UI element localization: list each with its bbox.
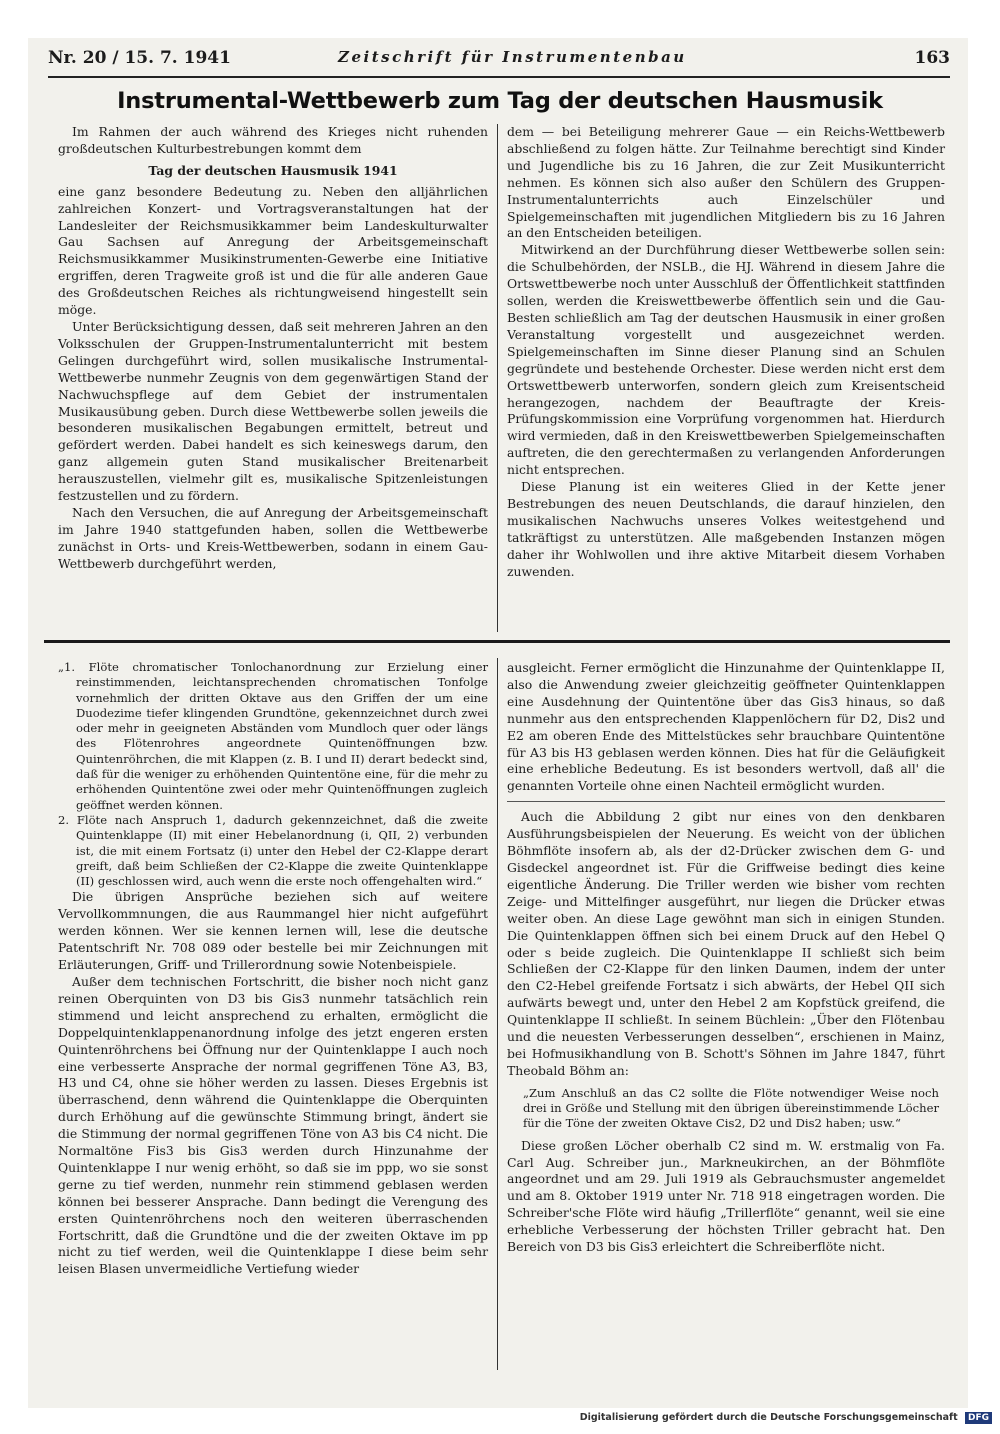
paragraph: Diese großen Löcher oberhalb C2 sind m. W. erstmalig von Fa. Carl Aug. Schreiber jun., Markneukirchen, an der Böhmflöte angeordnet und am 29. Juli 1919 als Gebrauchsmuster angemeldet und am 8. Oktober 1919 unter Nr. 718 918 eingetragen worden. Die Schreiber'sche Flöte wird häufig „Trillerflöte“ genannt, weil sie eine erhebliche Verbesserung der höchsten Triller gebracht hat. Den Bereich von D3 bis Gis3 erleichtert die Schreiberflöte nicht. bbox=[507, 1137, 945, 1255]
patent-column-right bbox=[507, 660, 945, 1256]
dfg-logo: DFG bbox=[965, 1412, 992, 1424]
claim-1: „1. Flöte chromatischer Tonlochanordnung zur Erzielung einer reinstimmenden, leichtansprechenden chromatischen Tonfolge vornehmlich der dritten Oktave aus den Griffen der um eine Duodezime tiefer klingenden Grundtöne, gekennzeichnet durch zwei oder mehr in geeigneten Abständen vom Mundloch quer oder längs des Flötenrohres angeordnete Quintenöffnungen bzw. Quintenröhrchen, die mit Klappen (z. B. I und II) derart bedeckt sind, daß für die weniger zu erhöhenden Quintentöne eine, für die mehr zu erhöhenden Quintentöne zwei oder mehr Quintenöffnungen zugleich geöffnet werden können. bbox=[58, 660, 488, 812]
claim-2: 2. Flöte nach Anspruch 1, dadurch gekennzeichnet, daß die zweite Quintenklappe (II) mit einer Hebelanordnung (i, QII, 2) verbunden ist, die mit einem Fortsatz (i) unter den Hebel der C2-Klappe derart greift, daß beim Schließen der C2-Klappe die zweite Quintenklappe (II) geschlossen wird, auch wenn die erste noch offengehalten wird.“ bbox=[58, 812, 488, 889]
credit-text: Digitalisierung gefördert durch die Deutsche Forschungsgemeinschaft bbox=[579, 1412, 958, 1423]
page-number: 163 bbox=[914, 48, 950, 68]
boehm-quote: „Zum Anschluß an das C2 sollte die Flöte notwendiger Weise noch drei in Größe und Stellung mit den übrigen übereinstimmende Löcher für die Töne der zweiten Oktave Cis2, D2 und Dis2 haben; usw.“ bbox=[523, 1085, 939, 1131]
paragraph: Außer dem technischen Fortschritt, die bisher noch nicht ganz reinen Oberquinten von D3 bis Gis3 nunmehr tatsächlich rein stimmend und leicht ansprechend zu erhalten, ermöglicht die Doppelquintenklappenanordnung infolge des jetzt engeren ersten Quintenröhrchens bei Öffnung nur der Quintenklappe I auch noch eine verbesserte Ansprache der normal gegriffenen Töne A3, B3, H3 und C4, ohne sie höher werden zu lassen. Dieses Ergebnis ist überraschend, denn während die Quintenklappe die Oberquinten durch Erhöhung auf die gewünschte Stimmung bringt, ändert sie die Stimmung der normal gegriffenen Töne von A3 bis C4 nicht. Die Normaltöne Fis3 bis Gis3 werden durch Hinzunahme der Quintenklappe I nur wenig erhöht, so daß sie im ppp, wo sie sonst gerne zu tief werden, nunmehr rein stimmend geblasen werden können bei besserer Ansprache. Dann bedingt die Verengung des ersten Quintenröhrchens noch den weiteren überraschenden Fortschritt, daß die Grundtöne und die der zweiten Oktave im pp nicht zu tief werden, weil die Quintenklappe I diese beim sehr leisen Blasen unvermeidliche Vertiefung wieder bbox=[58, 973, 488, 1277]
journal-title: Zeitschrift für Instrumentenbau bbox=[338, 48, 687, 66]
article-column-right bbox=[507, 124, 945, 580]
paragraph: Unter Berücksichtigung dessen, daß seit mehreren Jahren an den Volksschulen der Gruppen-Instrumentalunterricht mit bestem Gelingen durchgeführt wird, sollen musikalische Instrumental-Wettbewerbe nunmehr Zeugnis von dem gegenwärtigen Stand der Nachwuchspflege auf dem Gebiet der instrumentalen Musikausübung geben. Durch diese Wettbewerbe sollen jeweils die besonderen musikalischen Begabungen ermittelt, betreut und gefördert werden. Dabei handelt es sich keineswegs darum, den ganz allgemein guten Stand musikalischer Breitenarbeit herauszustellen, vielmehr gilt es, musikalische Spitzenleistungen festzustellen und zu fördern. bbox=[58, 318, 488, 504]
paragraph: ausgleicht. Ferner ermöglicht die Hinzunahme der Quintenklappe II, also die Anwendung zweier gleichzeitig geöffneter Quintenklappen eine Ausdehnung der Quintentöne über das Gis3 hinaus, so daß nunmehr aus den entsprechenden Klappenlöchern für D2, Dis2 und E2 am oberen Ende des Mittelstückes sehr brauchbare Quintentöne für A3 bis H3 geblasen werden können. Dies hat für die Geläufigkeit eine erhebliche Bedeutung. Es ist besonders wertvoll, daß all' die genannten Vorteile ohne einen Nachteil ermöglicht wurden. bbox=[507, 660, 945, 794]
patent-column-left bbox=[58, 660, 488, 1278]
paragraph: Mitwirkend an der Durchführung dieser Wettbewerbe sollen sein: die Schulbehörden, der NSLB., die HJ. Während in diesem Jahre die Ortswettbewerbe noch unter Ausschluß der Öffentlichkeit stattfinden sollen, werden die Kreiswettbewerbe öffentlich sein und die Gau-Besten schließlich am Tag der deutschen Hausmusik in einer großen Veranstaltung vorgestellt und ausgezeichnet werden. Spielgemeinschaften im Sinne dieser Planung sind an Schulen gegründete und bestehende Orchester. Diese werden nicht erst dem Ortswettbewerb unterworfen, sondern gleich zum Kreisentscheid herangezogen, nachdem der Beauftragte der Kreis-Prüfungskommission eine Vorprüfung vorgenommen hat. Hierdurch wird vermieden, daß in den Kreiswettbewerben Spielgemeinschaften auftreten, die den gerechtermaßen zu verlangenden Anforderungen nicht entsprechen. bbox=[507, 242, 945, 478]
section-rule bbox=[44, 640, 950, 643]
paragraph-rule bbox=[507, 801, 945, 802]
patent-claims bbox=[58, 660, 488, 889]
column-divider bbox=[497, 658, 498, 1370]
paragraph: Die übrigen Ansprüche beziehen sich auf weitere Vervollkommnungen, die aus Raummangel hier nicht aufgeführt werden können. Wer sie kennen lernen will, lese die deutsche Patentschrift Nr. 708 089 oder bestelle bei mir Zeichnungen mit Erläuterungen, Griff- und Trillerordnung sowie Notenbeispiele. bbox=[58, 889, 488, 973]
article-title: Instrumental-Wettbewerb zum Tag der deutschen Hausmusik bbox=[117, 88, 883, 114]
paragraph: eine ganz besondere Bedeutung zu. Neben den alljährlichen zahlreichen Konzert- und Vortragsveranstaltungen hat der Landesleiter der Reichsmusikkammer beim Landeskulturwalter Gau Sachsen auf Anregung der Arbeitsgemeinschaft Reichsmusikkammer Musikinstrumenten-Gewerbe eine Initiative ergriffen, deren Tragweite groß ist und die für alle anderen Gaue des Großdeutschen Reiches als richtungweisend hingestellt sein möge. bbox=[58, 183, 488, 318]
paragraph: dem — bei Beteiligung mehrerer Gaue — ein Reichs-Wettbewerb abschließend zu folgen hätte. Zur Teilnahme berechtigt sind Kinder und Jugendliche bis zu 16 Jahren, die zur Zeit Musikunterricht nehmen. Es können sich also außer den Schülern des Gruppen-Instrumentalunterrichts auch Einzelschüler und Spielgemeinschaften mit jugendlichen Mitgliedern bis zu 16 Jahren an den Entscheiden beteiligen. bbox=[507, 124, 945, 241]
paragraph: Auch die Abbildung 2 gibt nur eines von den denkbaren Ausführungsbeispielen der Neuerung. Es weicht von der üblichen Böhmflöte insofern ab, als der d2-Drücker zwischen dem G- und Gisdeckel angeordnet ist. Für die Griffweise bedingt dies keine eigentliche Änderung. Die Triller werden wie bisher vom rechten Zeige- und Mittelfinger ausgeführt, nur liegen die Drücker etwas weiter oben. An diese Lage gewöhnt man sich in einigen Stunden. Die Quintenklappen öffnen sich bei einem Druck auf den Hebel Q oder s beide zugleich. Die Quintenklappe II schließt sich beim Schließen der C2-Klappe für den linken Daumen, indem der unter den C2-Hebel greifende Fortsatz i sich abwärts, der Hebel QII sich aufwärts bewegt und, unter den Hebel 2 am Kopfstück greifend, die Quintenklappe II schließt. In seinem Büchlein: „Über den Flötenbau und die neuesten Verbesserungen desselben“, erschienen in Mainz, bei Hofmusikhandlung von B. Schott's Söhnen im Jahre 1847, führt Theobald Böhm an: bbox=[507, 809, 945, 1078]
running-header bbox=[48, 44, 950, 78]
article-column-left bbox=[58, 124, 488, 573]
event-heading: Tag der deutschen Hausmusik 1941 bbox=[148, 162, 398, 178]
paragraph: Im Rahmen der auch während des Krieges nicht ruhenden großdeutschen Kulturbestrebungen kommt dem bbox=[58, 124, 488, 156]
paragraph: Diese Planung ist ein weiteres Glied in der Kette jener Bestrebungen des neuen Deutschlands, die darauf hinzielen, den musikalischen Nachwuchs unseres Volkes weitestgehend und tatkräftigst zu unterstützen. Alle maßgebenden Instanzen mögen daher ihr Wohlwollen und ihre aktive Mitarbeit diesem Vorhaben zuwenden. bbox=[507, 479, 945, 579]
paragraph: Nach den Versuchen, die auf Anregung der Arbeitsgemeinschaft im Jahre 1940 stattgefunden haben, sollen die Wettbewerbe zunächst in Orts- und Kreis-Wettbewerben, sodann in einem Gau-Wettbewerb durchgeführt werden, bbox=[58, 504, 488, 571]
column-divider bbox=[497, 124, 498, 632]
digitization-credit bbox=[580, 1412, 992, 1424]
issue-number: Nr. 20 / 15. 7. 1941 bbox=[48, 48, 231, 68]
